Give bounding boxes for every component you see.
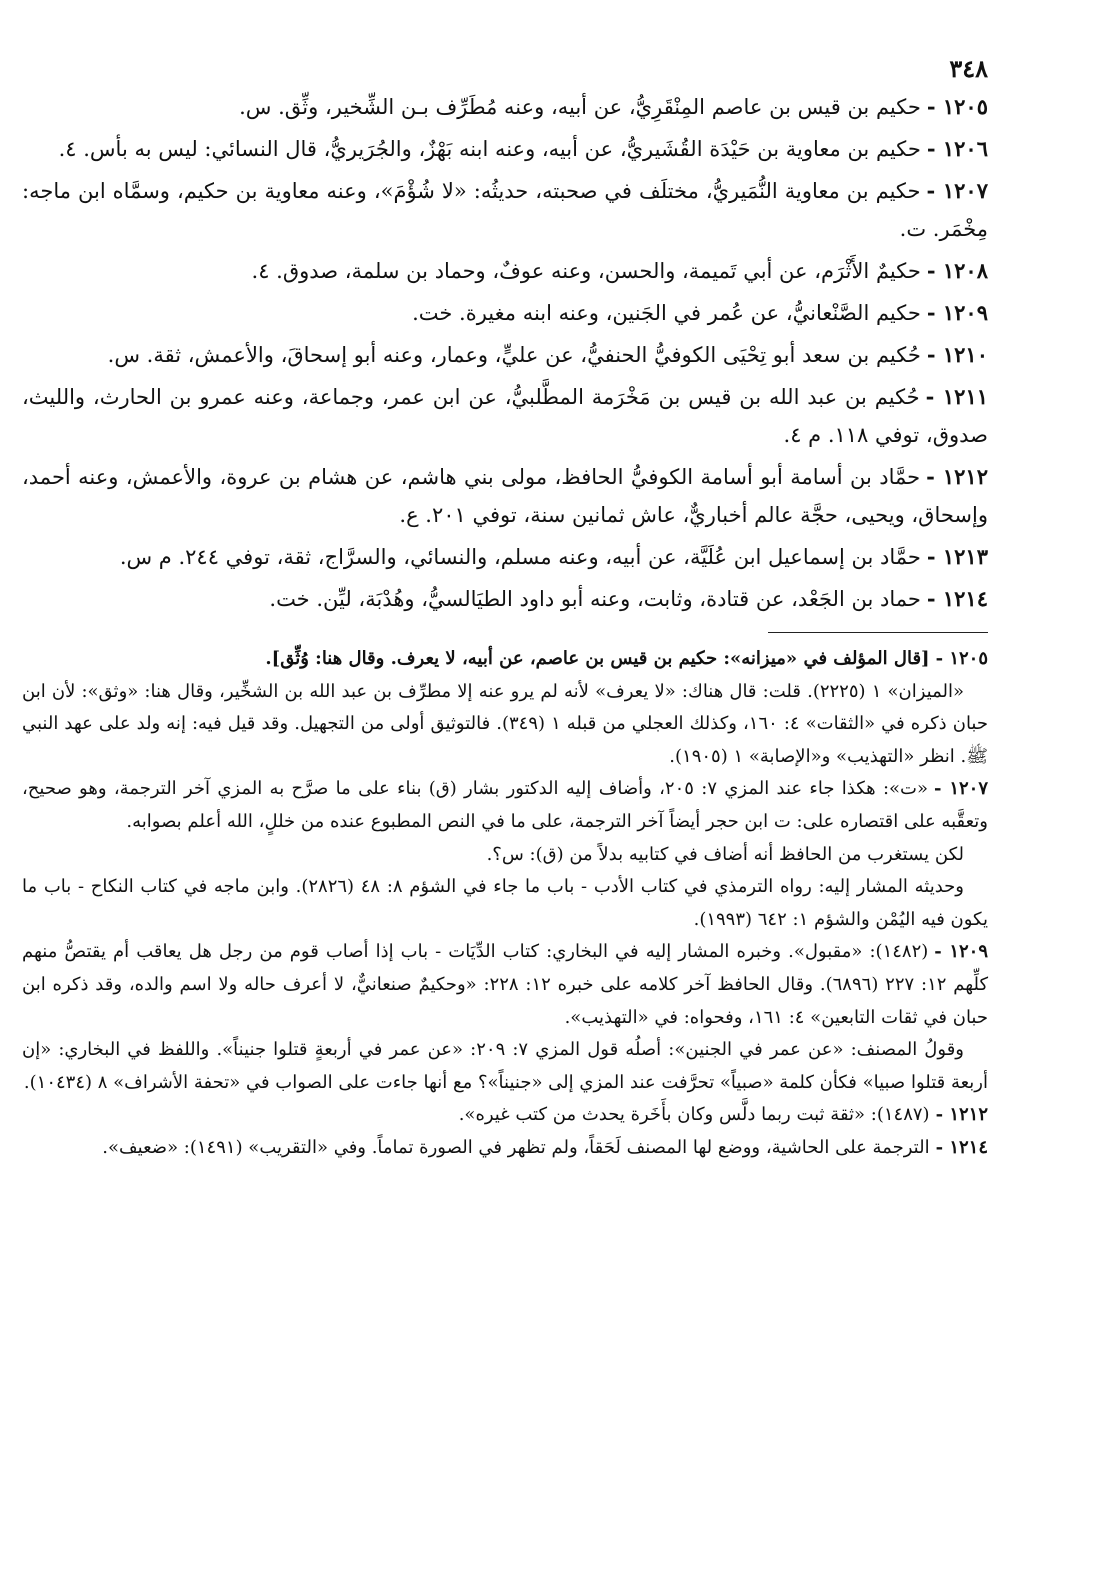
entry-text: حماد بن الجَعْد، عن قتادة، وثابت، وعنه أبو داود الطيَالسيُّ، وهُدْبَة، ليِّن. خت. [269, 587, 921, 611]
entry [22, 580, 988, 618]
entry [22, 172, 988, 248]
entry-text: حكيم بن معاوية النُّمَيريُّ، مختلَف في صحبته، حديثُه: «لا شُؤْمَ»، وعنه معاوية بن حكيم، وسمَّاه ابن ماجه: مِخْمَر. ت. [22, 179, 988, 241]
entry-number: ١٢١٣ - [926, 544, 988, 569]
footnote-lead: «ت»: هكذا جاء عند المزي ٧: ٢٠٥، وأضاف إليه الدكتور بشار (ق) بناء على ما صرَّح به المزي آخر الترجمة، وهو صحيح، وتعقَّبه على اقتصاره على: ت ابن حجر أيضاً آخر الترجمة، على ما في النص المطبوع عنده من خللٍ، الله أعلم بصوابه. [22, 778, 988, 832]
footnote-paragraph: وحديثه المشار إليه: رواه الترمذي في كتاب الأدب - باب ما جاء في الشؤم ٨: ٤٨ (٢٨٢٦). وابن ماجه في كتاب النكاح - باب ما يكون فيه اليُمْن والشؤم ١: ٦٤٢ (١٩٩٣). [22, 876, 988, 930]
entry-text: حُكيم بن عبد الله بن قيس بن مَخْرَمة المطَّلبيُّ، عن ابن عمر، وجماعة، وعنه عمرو بن الحارث، والليث، صدوق، توفي ١١٨. م ٤. [22, 385, 988, 447]
entry [22, 294, 988, 332]
entry-number: ١٢٠٨ - [926, 258, 988, 283]
entry-text: حكيم بن قيس بن عاصم المِنْقَرِيُّ، عن أبيه، وعنه مُطَرِّف بـن الشِّخير، وثِّق. س. [239, 95, 921, 119]
footnote-paragraph: «الميزان» ١ (٢٢٢٥). قلت: قال هناك: «لا يعرف» لأنه لم يرو عنه إلا مطرِّف بن عبد الله بن الشخِّير، وقال هنا: «وثق»: لأن ابن حبان ذكره في «الثقات» ٤: ١٦٠، وكذلك العجلي من قبله ١ (٣٤٩). فالتوثيق أولى من التجهيل. وقد قيل فيه: إنه ولد على عهد النبي ﷺ. انظر «التهذيب» و«الإصابة» ١ (١٩٠٥). [22, 680, 988, 767]
entry [22, 252, 988, 290]
footnote-number: ١٢٠٥ - [935, 648, 988, 669]
footnote [22, 1132, 988, 1165]
footnote [22, 643, 988, 676]
entry-text: حمَّاد بن إسماعيل ابن عُلَيَّة، عن أبيه، وعنه مسلم، والنسائي، والسرَّاج، ثقة، توفي ٢٤٤. م س. [119, 545, 921, 569]
entry-number: ١٢١٤ - [926, 586, 988, 611]
entry [22, 458, 988, 534]
entry-number: ١٢٠٩ - [926, 300, 988, 325]
entry-number: ١٢١٢ - [926, 464, 988, 489]
entry [22, 88, 988, 126]
footnote-number: ١٢١٢ - [935, 1104, 988, 1126]
entry [22, 336, 988, 374]
footnote-divider [768, 632, 988, 633]
entry [22, 378, 988, 454]
entry-text: حكيمٌ الأَثْرَم، عن أبي تَميمة، والحسن، وعنه عوفٌ، وحماد بن سلمة، صدوق. ٤. [251, 259, 921, 283]
footnotes [22, 643, 988, 1165]
entry-text: حكيم الصَّنْعانيُّ، عن عُمر في الجَنين، وعنه ابنه مغيرة. خت. [412, 301, 921, 325]
footnote-number: ١٢٠٧ - [934, 778, 988, 800]
footnote-paragraph: لكن يستغرب من الحافظ أنه أضاف في كتابيه بدلاً من (ق): س؟. [486, 843, 964, 865]
footnote-number: ١٢٠٩ - [934, 941, 988, 963]
entry-number: ١٢٠٦ - [926, 136, 988, 161]
footnote-lead: (١٤٨٢): «مقبول». وخبره المشار إليه في البخاري: كتاب الدِّيَات - باب إذا أصاب قوم من رجل هل يعاقب أم يقتصُّ منهم كلِّهم ١٢: ٢٢٧ (٦٨٩٦). وقال الحافظ آخر كلامه على خبره ١٢: ٢٢٨: «وحكيمٌ صنعانيٌّ، لا أعرف حاله ولا اسم والده، وقد ذكره ابن حبان في ثقات التابعين» ٤: ١٦١، وفحواه: في «التهذيب». [22, 941, 989, 1028]
entry-number: ١٢٠٧ - [926, 178, 988, 203]
footnote-number: ١٢١٤ - [935, 1136, 988, 1158]
main-entries [22, 88, 988, 618]
entry-number: ١٢٠٥ - [926, 94, 988, 119]
entry-text: حُكيم بن سعد أبو تِحْيَى الكوفيُّ الحنفيُّ، عن عليٍّ، وعمار، وعنه أبو إسحاقَ، والأعمش، ثقة. س. [107, 343, 921, 367]
footnote-lead: الترجمة على الحاشية، ووضع لها المصنف لَحَقاً، ولم تظهر في الصورة تماماً. وفي «التقريب» (١٤٩١): «ضعيف». [102, 1136, 930, 1158]
footnote [22, 1099, 988, 1132]
entry-text: حكيم بن معاوية بن حَيْدَة القُشَيريُّ، عن أبيه، وعنه ابنه بَهْزٌ، والجُرَيريُّ، قال النسائي: ليس به بأس. ٤. [58, 137, 921, 161]
entry [22, 538, 988, 576]
page-number: ٣٤٨ [949, 54, 988, 83]
book-page [22, 52, 988, 1165]
entry-number: ١٢١١ - [925, 384, 989, 409]
entry-number: ١٢١٠ - [926, 342, 988, 367]
footnote-lead: (١٤٨٧): «ثقة ثبت ربما دلَّس وكان بأَخَرة يحدث من كتب غيره». [458, 1104, 930, 1126]
entry-text: حمَّاد بن أسامة أبو أسامة الكوفيُّ الحافظ، مولى بني هاشم، عن هشام بن عروة، والأعمش، وعنه أحمد، وإسحاق، ويحيى، حجَّة عالم أخباريٌّ، عاش ثمانين سنة، توفي ٢٠١. ع. [22, 465, 988, 527]
footnote-lead: [قال المؤلف في «ميزانه»: حكيم بن قيس بن عاصم، عن أبيه، لا يعرف. وقال هنا: وُثِّق]. [265, 648, 930, 669]
entry [22, 130, 988, 168]
footnote-paragraph: وقولُ المصنف: «عن عمر في الجنين»: أصلُه قول المزي ٧: ٢٠٩: «عن عمر في أربعةٍ قتلوا جنيناً». واللفظ في البخاري: «إن أربعة قتلوا صبيا» فكأن كلمة «صبياً» تحرَّفت عند المزي إلى «جنيناً»؟ مع أنها جاءت على الصواب في «تحفة الأشراف» ٨ (١٠٤٣٤). [22, 1039, 988, 1093]
footnote [22, 773, 988, 838]
footnote [22, 936, 988, 1034]
